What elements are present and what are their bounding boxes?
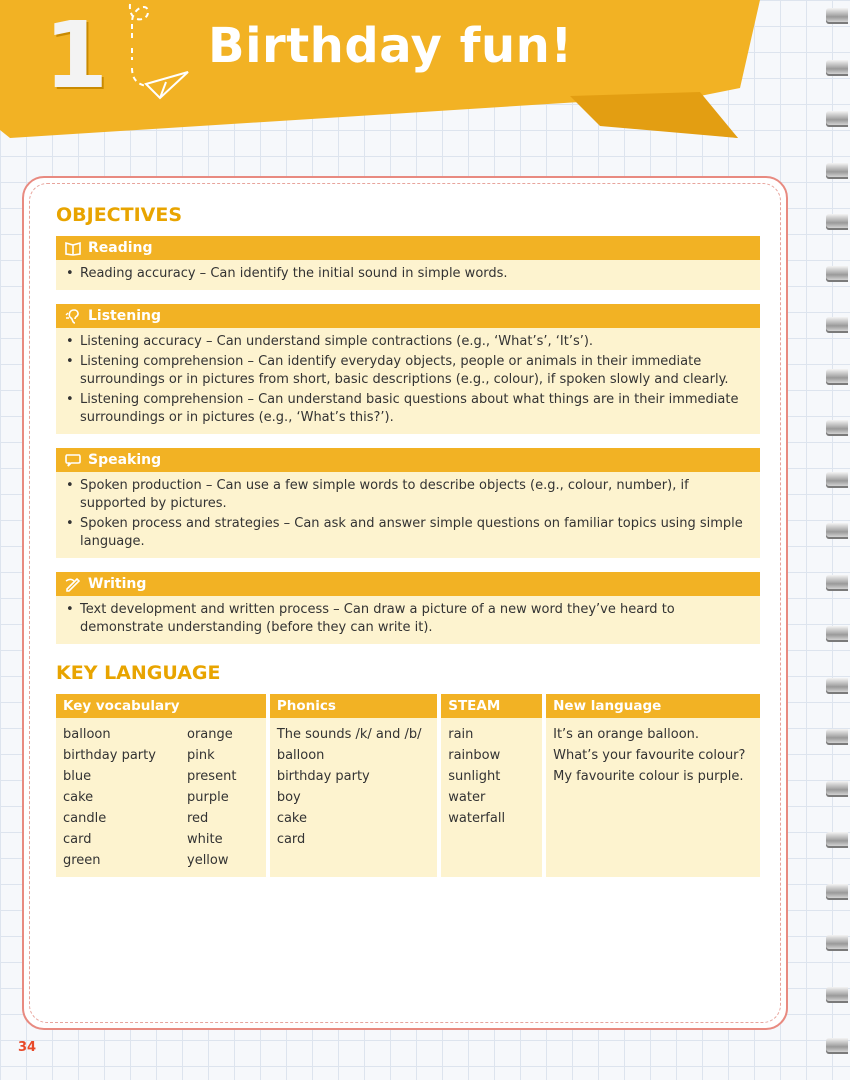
spiral-ring [826, 626, 848, 642]
vocabulary-word: green [63, 853, 101, 868]
spiral-binding [822, 0, 850, 1080]
vocabulary-word: red [187, 811, 209, 826]
key-language-table [52, 694, 764, 877]
spiral-ring [826, 369, 848, 385]
header-new-language: New language [546, 694, 760, 718]
table-header-row [56, 694, 760, 718]
vocabulary-word: present [187, 769, 237, 784]
main-content [56, 200, 760, 877]
spiral-ring [826, 472, 848, 488]
vocabulary-column-1 [63, 724, 187, 871]
vocabulary-word: white [187, 832, 223, 847]
spiral-ring [826, 317, 848, 333]
spiral-ring [826, 987, 848, 1003]
vocabulary-word: orange [187, 727, 233, 742]
phonics-item: card [276, 832, 306, 847]
spiral-ring [826, 523, 848, 539]
key-language-heading: KEY LANGUAGE [56, 662, 221, 684]
skill-body-speaking [56, 472, 760, 558]
skill-bar-reading [56, 236, 760, 260]
new-language-item: My favourite colour is purple. [553, 769, 744, 784]
skill-name: Listening [88, 308, 161, 324]
unit-banner [0, 0, 770, 140]
phonics-item: birthday party [276, 769, 370, 784]
spiral-ring [826, 1038, 848, 1054]
steam-item: water [448, 790, 486, 805]
spiral-ring [826, 163, 848, 179]
header-steam: STEAM [441, 694, 542, 718]
pencil-hand-icon [64, 575, 82, 593]
steam-item: waterfall [448, 811, 506, 826]
spiral-ring [826, 8, 848, 24]
skill-body-reading [56, 260, 760, 290]
new-language-item: What’s your favourite colour? [553, 748, 746, 763]
vocabulary-word: yellow [187, 853, 229, 868]
objective-item: • Listening accuracy – Can understand simple contractions (e.g., ‘What’s’, ‘It’s’). [80, 333, 750, 351]
table-row [56, 718, 760, 877]
phonics-item: The sounds /k/ and /b/ [276, 727, 422, 742]
cell-key-vocabulary [56, 718, 266, 877]
steam-item: rain [448, 727, 474, 742]
skill-bar-listening [56, 304, 760, 328]
speech-bubble-icon [64, 451, 82, 469]
skill-name: Speaking [88, 452, 162, 468]
unit-title: Birthday fun! [208, 18, 573, 74]
cell-phonics [270, 718, 437, 877]
vocabulary-word: purple [187, 790, 229, 805]
spiral-ring [826, 729, 848, 745]
skill-speaking [56, 448, 760, 558]
spiral-ring [826, 781, 848, 797]
objective-item: • Reading accuracy – Can identify the initial sound in simple words. [80, 265, 750, 283]
page-number: 34 [18, 1040, 37, 1055]
spiral-ring [826, 884, 848, 900]
objective-item: • Listening comprehension – Can understand basic questions about what things are in their immediate surroundings or in pictures (e.g., ‘What’s this?’). [80, 391, 750, 427]
steam-item: sunlight [448, 769, 501, 784]
cell-new-language [546, 718, 760, 877]
objective-item: • Text development and written process – Can draw a picture of a new word they’ve heard to demonstrate understanding (before they can write it). [80, 601, 750, 637]
cell-steam [441, 718, 542, 877]
skill-body-writing [56, 596, 760, 644]
ear-icon [64, 307, 82, 325]
spiral-ring [826, 420, 848, 436]
spiral-ring [826, 935, 848, 951]
skill-writing [56, 572, 760, 644]
phonics-item: balloon [276, 748, 325, 763]
objective-item: • Spoken production – Can use a few simple words to describe objects (e.g., colour, number), if supported by pictures. [80, 477, 750, 513]
spiral-ring [826, 111, 848, 127]
vocabulary-word: card [63, 832, 92, 847]
vocabulary-word: birthday party [63, 748, 156, 763]
skill-bar-speaking [56, 448, 760, 472]
paper-plane-icon [118, 0, 198, 110]
phonics-item: cake [276, 811, 307, 826]
header-key-vocabulary: Key vocabulary [56, 694, 266, 718]
spiral-ring [826, 214, 848, 230]
vocabulary-word: candle [63, 811, 107, 826]
spiral-ring [826, 832, 848, 848]
objective-item: • Listening comprehension – Can identify everyday objects, people or animals in their immediate surroundings or in pictures from short, basic descriptions (e.g., colour), if spoken slowly and clearly. [80, 353, 750, 389]
skill-name: Reading [88, 240, 153, 256]
book-icon [64, 239, 82, 257]
skill-listening [56, 304, 760, 434]
skill-bar-writing [56, 572, 760, 596]
vocabulary-word: blue [63, 769, 92, 784]
vocabulary-word: balloon [63, 727, 111, 742]
new-language-item: It’s an orange balloon. [553, 727, 700, 742]
skill-reading [56, 236, 760, 290]
steam-item: rainbow [448, 748, 501, 763]
vocabulary-word: cake [63, 790, 94, 805]
skill-body-listening [56, 328, 760, 434]
spiral-ring [826, 678, 848, 694]
skill-name: Writing [88, 576, 147, 592]
vocabulary-word: pink [187, 748, 215, 763]
spiral-ring [826, 266, 848, 282]
header-phonics: Phonics [270, 694, 437, 718]
spiral-ring [826, 60, 848, 76]
objective-item: • Spoken process and strategies – Can ask and answer simple questions on familiar topics using simple language. [80, 515, 750, 551]
phonics-item: boy [276, 790, 301, 805]
unit-number: 1 [44, 2, 109, 109]
spiral-ring [826, 575, 848, 591]
objectives-heading: OBJECTIVES [56, 204, 183, 226]
vocabulary-column-2 [187, 724, 257, 871]
